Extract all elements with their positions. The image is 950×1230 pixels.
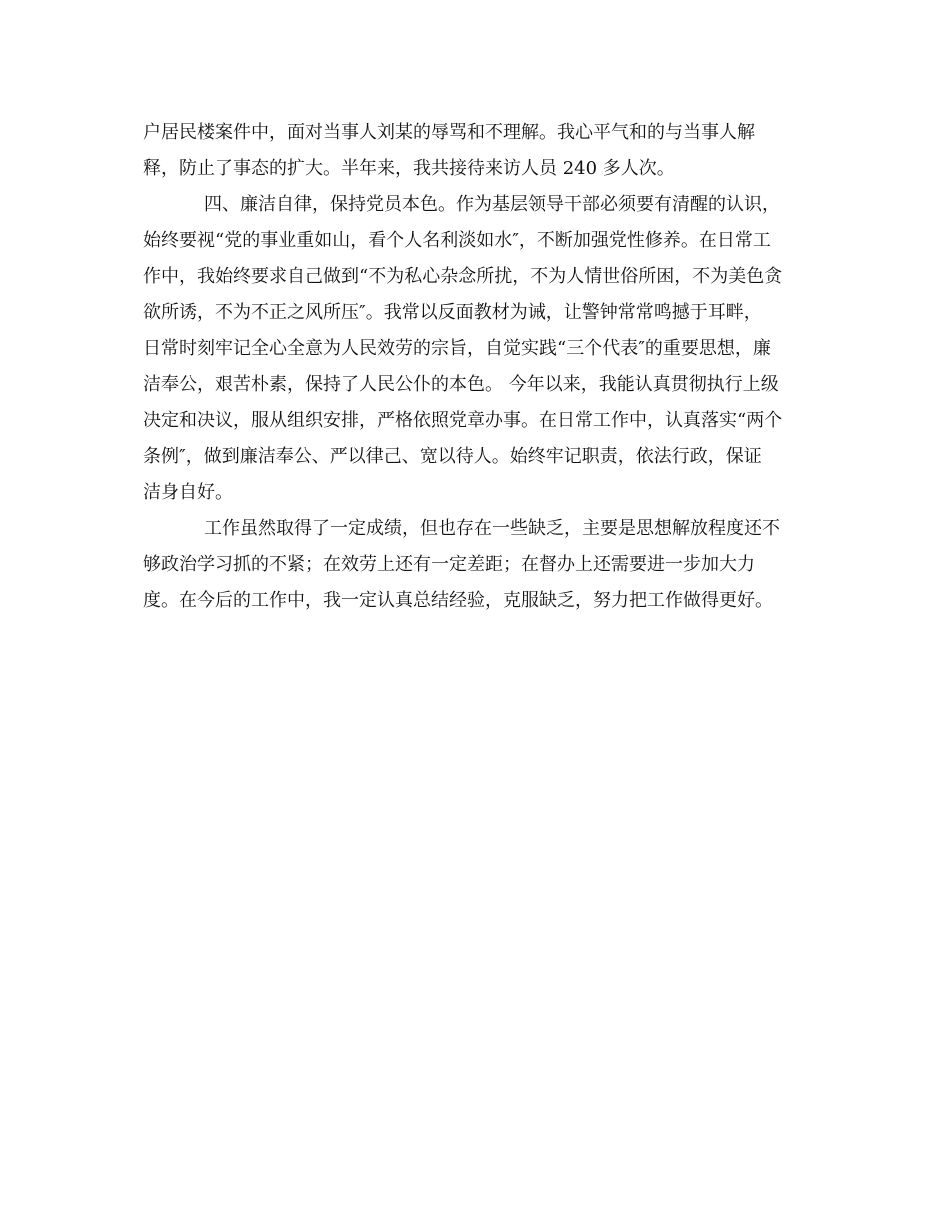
paragraph-3 [143, 511, 805, 619]
paragraph-line: 洁身自好。 [143, 482, 233, 503]
paragraph-line: 户居民楼案件中，面对当事人刘某的辱骂和不理解。我心平气和的与当事人解 [143, 122, 755, 143]
paragraph-line: 洁奉公，艰苦朴素，保持了人民公仆的本色。 今年以来，我能认真贯彻执行上级 [143, 374, 779, 395]
paragraph-1 [143, 115, 805, 187]
paragraph-line: 作中，我始终要求自己做到“不为私心杂念所扰，不为人情世俗所困，不为美色贪 [143, 266, 783, 287]
paragraph-line: 四、廉洁自律，保持党员本色。作为基层领导干部必须要有清醒的认识， [204, 194, 780, 215]
paragraph-2 [143, 187, 805, 511]
paragraph-line: 释，防止了事态的扩大。半年来，我共接待来访人员 240 多人次。 [143, 158, 675, 179]
paragraph-line: 日常时刻牢记全心全意为人民效劳的宗旨，自觉实践“三个代表″的重要思想，廉 [143, 338, 771, 359]
paragraph-line: 始终要视“党的事业重如山，看个人名利淡如水″，不断加强党性修养。在日常工 [143, 230, 771, 251]
paragraph-line: 条例″，做到廉洁奉公、严以律己、宽以待人。始终牢记职责，依法行政，保证 [143, 446, 762, 467]
paragraph-line: 度。在今后的工作中，我一定认真总结经验，克服缺乏，努力把工作做得更好。 [143, 590, 773, 611]
paragraph-line: 够政治学习抓的不紧；在效劳上还有一定差距；在督办上还需要进一步加大力 [143, 554, 755, 575]
document-body [143, 115, 805, 619]
paragraph-line: 欲所诱，不为不正之风所压″。我常以反面教材为诫，让警钟常常鸣撼于耳畔， [143, 302, 762, 323]
paragraph-line: 决定和决议，服从组织安排，严格依照党章办事。在日常工作中，认真落实“两个 [143, 410, 783, 431]
paragraph-line: 工作虽然取得了一定成绩，但也存在一些缺乏，主要是思想解放程度还不 [204, 518, 780, 539]
